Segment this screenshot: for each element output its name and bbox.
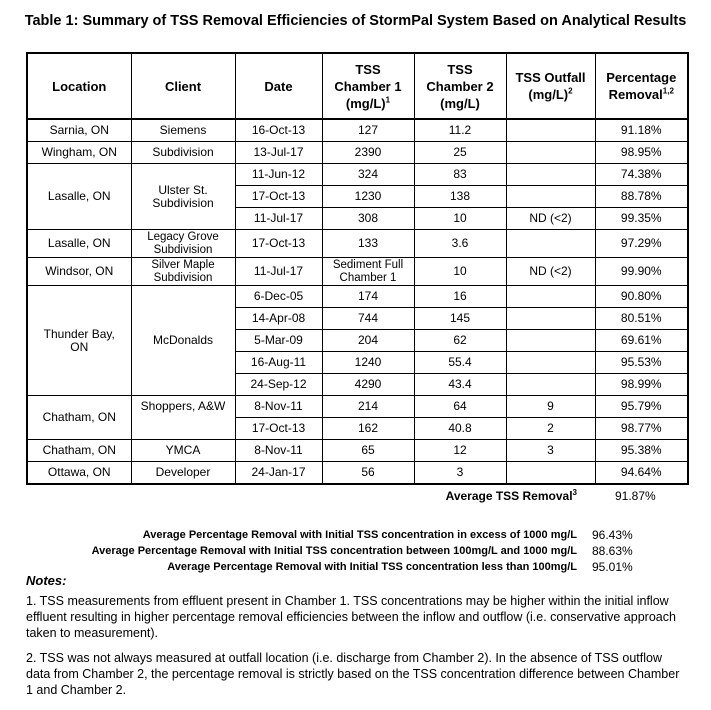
cell-outfall [506,164,595,186]
header-pct-sup: 1,2 [662,86,674,96]
cell-outfall: 2 [506,418,595,440]
cell-client: Siemens [131,119,235,142]
cell-date: 17-Oct-13 [235,418,322,440]
note-2: 2. TSS was not always measured at outfall location (i.e. discharge from Chamber 2). In the absence of TSS outflow data from Chamber 2, the percentage removal is strictly based on the TSS concentration difference between Chamber 1 and Chamber 2. [26,651,680,697]
cell-outfall [506,186,595,208]
header-tss2-line2: Chamber 2 [426,78,494,94]
stat-value-over-1000: 96.43% [592,528,633,542]
cell-pct: 91.18% [595,119,688,142]
header-tss2-line1: TSS [447,61,473,77]
cell-date: 11-Jul-17 [235,258,322,286]
cell-tss1: 65 [322,440,414,462]
note-1: 1. TSS measurements from effluent present in Chamber 1. TSS concentrations may be higher within the initial inflow effluent resulting in higher percentage removal efficiencies between the inflow and outflow (i.e. conservative approach taken to measurement). [26,594,676,640]
header-row [27,53,688,119]
cell-client: Legacy Grove Subdivision [131,230,235,258]
cell-tss1: 744 [322,308,414,330]
header-outfall-line1: TSS Outfall [515,70,586,85]
cell-tss2: 145 [414,308,506,330]
cell-client: McDonalds [131,286,235,396]
header-outfall-line2: (mg/L) [528,87,569,102]
cell-location: Chatham, ON [27,396,131,440]
header-pct-line2: Removal [608,87,663,102]
cell-location: Wingham, ON [27,142,131,164]
cell-tss2: 16 [414,286,506,308]
cell-tss1: 204 [322,330,414,352]
cell-pct: 74.38% [595,164,688,186]
cell-date: 24-Sep-12 [235,374,322,396]
cell-date: 24-Jan-17 [235,462,322,485]
stat-value-under-100: 95.01% [592,560,633,574]
cell-pct: 98.99% [595,374,688,396]
cell-tss2: 25 [414,142,506,164]
cell-location: Thunder Bay, ON [27,286,131,396]
cell-location: Lasalle, ON [27,164,131,230]
cell-tss2: 3.6 [414,230,506,258]
cell-outfall [506,286,595,308]
table-row [27,396,688,418]
average-tss-removal-value: 91.87% [615,489,656,503]
cell-outfall [506,230,595,258]
header-client: Client [131,53,235,119]
cell-outfall: 9 [506,396,595,418]
cell-location: Sarnia, ON [27,119,131,142]
header-tss1-sup: 1 [385,95,391,105]
cell-outfall: 3 [506,440,595,462]
header-date: Date [235,53,322,119]
cell-pct: 90.80% [595,286,688,308]
header-tss-chamber-2 [414,53,506,119]
cell-date: 17-Oct-13 [235,186,322,208]
cell-outfall [506,330,595,352]
cell-date: 11-Jul-17 [235,208,322,230]
average-label-text: Average TSS Removal [445,489,573,503]
cell-pct: 88.78% [595,186,688,208]
cell-tss2: 62 [414,330,506,352]
cell-pct: 98.77% [595,418,688,440]
cell-pct: 69.61% [595,330,688,352]
cell-tss2: 10 [414,258,506,286]
cell-date: 8-Nov-11 [235,396,322,418]
cell-client: Silver Maple Subdivision [131,258,235,286]
cell-outfall [506,142,595,164]
cell-tss2: 10 [414,208,506,230]
cell-tss1: 324 [322,164,414,186]
cell-tss1: 174 [322,286,414,308]
header-pct-line1: Percentage [606,70,677,85]
stat-value-100-to-1000: 88.63% [592,544,633,558]
table-row [27,440,688,462]
table-row [27,164,688,186]
stat-label-under-100: Average Percentage Removal with Initial TSS concentration less than 100mg/L [167,561,577,573]
cell-pct: 95.38% [595,440,688,462]
cell-outfall [506,308,595,330]
cell-tss1: 214 [322,396,414,418]
table-row [27,462,688,485]
header-tss-outfall [506,53,595,119]
cell-pct: 94.64% [595,462,688,485]
cell-tss1: 1240 [322,352,414,374]
stat-label-100-to-1000: Average Percentage Removal with Initial TSS concentration between 100mg/L and 1000 mg/L [91,545,577,557]
table-row [27,119,688,142]
tss-summary-table [26,52,689,485]
cell-location: Windsor, ON [27,258,131,286]
cell-tss1: 308 [322,208,414,230]
cell-tss1: 56 [322,462,414,485]
table-row [27,258,688,286]
cell-client: Developer [131,462,235,485]
cell-date: 11-Jun-12 [235,164,322,186]
cell-client: Subdivision [131,142,235,164]
header-outfall-sup: 2 [568,86,573,96]
cell-date: 17-Oct-13 [235,230,322,258]
cell-location: Ottawa, ON [27,462,131,485]
table-title: Table 1: Summary of TSS Removal Efficiencies of StormPal System Based on Analytical Results [24,13,687,29]
cell-date: 16-Aug-11 [235,352,322,374]
cell-location: Lasalle, ON [27,230,131,258]
cell-pct: 99.35% [595,208,688,230]
header-location: Location [27,53,131,119]
cell-tss2: 55.4 [414,352,506,374]
cell-tss2: 12 [414,440,506,462]
cell-pct: 99.90% [595,258,688,286]
cell-pct: 95.53% [595,352,688,374]
table-row [27,230,688,258]
cell-date: 5-Mar-09 [235,330,322,352]
header-tss1-line1: TSS [355,61,381,77]
cell-tss1: 4290 [322,374,414,396]
cell-client: Shoppers, A&W [131,396,235,440]
cell-date: 6-Dec-05 [235,286,322,308]
cell-date: 16-Oct-13 [235,119,322,142]
cell-location: Chatham, ON [27,440,131,462]
cell-tss1: 1230 [322,186,414,208]
cell-client: YMCA [131,440,235,462]
cell-tss2: 138 [414,186,506,208]
cell-outfall: ND (<2) [506,258,595,286]
header-tss-chamber-1 [322,53,414,119]
cell-date: 13-Jul-17 [235,142,322,164]
cell-pct: 80.51% [595,308,688,330]
notes-heading: Notes: [26,573,67,588]
cell-outfall [506,352,595,374]
cell-tss2: 43.4 [414,374,506,396]
average-tss-removal-label [446,489,577,503]
cell-pct: 95.79% [595,396,688,418]
header-tss2-line3: (mg/L) [440,95,480,111]
cell-date: 8-Nov-11 [235,440,322,462]
cell-tss2: 64 [414,396,506,418]
cell-client: Ulster St. Subdivision [131,164,235,230]
table-row [27,142,688,164]
cell-tss2: 40.8 [414,418,506,440]
cell-date: 14-Apr-08 [235,308,322,330]
cell-outfall [506,462,595,485]
cell-tss1: 162 [322,418,414,440]
cell-pct: 97.29% [595,230,688,258]
stat-label-over-1000: Average Percentage Removal with Initial TSS concentration in excess of 1000 mg/L [142,529,577,541]
cell-tss1: 127 [322,119,414,142]
cell-outfall [506,374,595,396]
header-tss1-line3: (mg/L) [345,95,386,111]
cell-tss2: 83 [414,164,506,186]
cell-outfall: ND (<2) [506,208,595,230]
cell-tss1: Sediment Full Chamber 1 [322,258,414,286]
average-label-sup: 3 [572,488,577,497]
cell-tss1: 133 [322,230,414,258]
cell-tss2: 3 [414,462,506,485]
cell-tss1: 2390 [322,142,414,164]
cell-tss2: 11.2 [414,119,506,142]
header-percentage-removal [595,53,688,119]
header-tss1-line2: Chamber 1 [334,78,402,94]
cell-pct: 98.95% [595,142,688,164]
table-row [27,286,688,308]
cell-outfall [506,119,595,142]
